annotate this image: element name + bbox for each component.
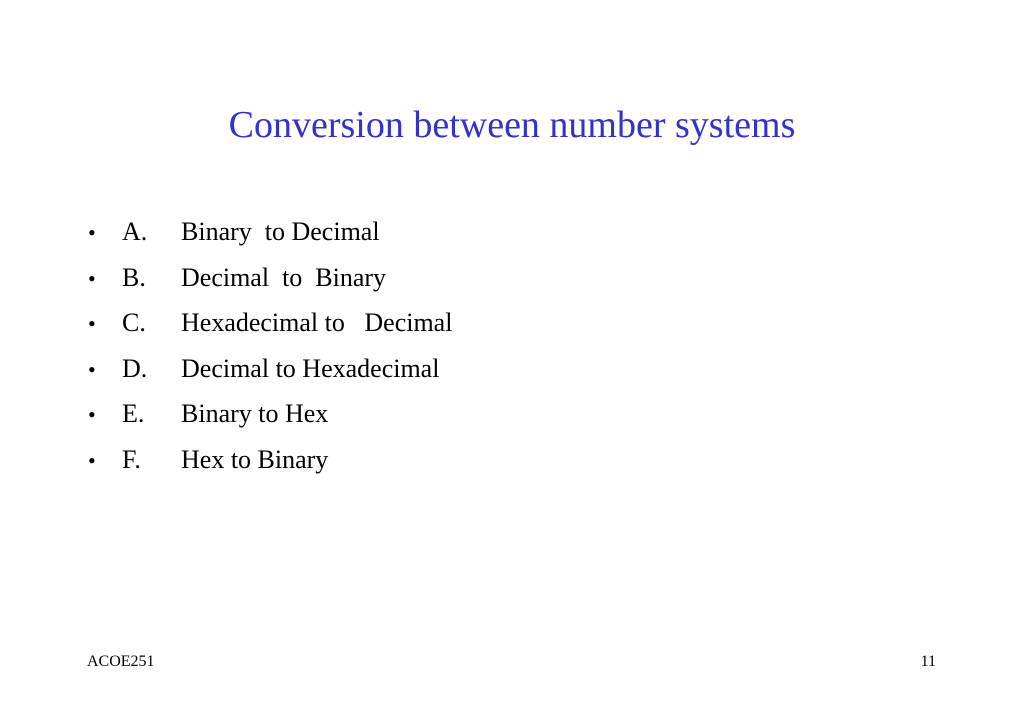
bullet-icon: • xyxy=(88,402,96,427)
bullet-icon: • xyxy=(88,311,96,336)
bullet-text: Decimal to Hexadecimal xyxy=(181,353,440,383)
bullet-icon: • xyxy=(88,220,96,245)
bullet-letter: B. xyxy=(122,262,146,292)
bullet-letter: E. xyxy=(122,399,145,428)
bullet-icon: • xyxy=(88,265,96,291)
bullet-item-c xyxy=(88,300,452,346)
bullet-letter: D. xyxy=(122,353,148,383)
bullet-list xyxy=(88,209,452,482)
bullet-item-b xyxy=(88,255,452,301)
bullet-text: Hex to Binary xyxy=(181,444,329,474)
bullet-item-e xyxy=(88,391,452,437)
slide-title: Conversion between number systems xyxy=(228,104,796,146)
bullet-letter: F. xyxy=(122,444,141,474)
bullet-item-a xyxy=(88,209,452,255)
bullet-text: Binary to Hex xyxy=(181,399,329,428)
footer-course-code: ACOE251 xyxy=(87,653,155,670)
bullet-text: Hexadecimal to Decimal xyxy=(181,308,453,337)
bullet-item-d xyxy=(88,346,452,392)
page-number: 11 xyxy=(920,653,936,670)
bullet-icon: • xyxy=(88,447,96,473)
bullet-text: Binary to Decimal xyxy=(181,217,380,246)
bullet-letter: A. xyxy=(122,217,148,246)
bullet-text: Decimal to Binary xyxy=(181,262,387,292)
bullet-icon: • xyxy=(88,356,96,382)
bullet-item-f xyxy=(88,437,452,483)
bullet-letter: C. xyxy=(122,308,146,337)
